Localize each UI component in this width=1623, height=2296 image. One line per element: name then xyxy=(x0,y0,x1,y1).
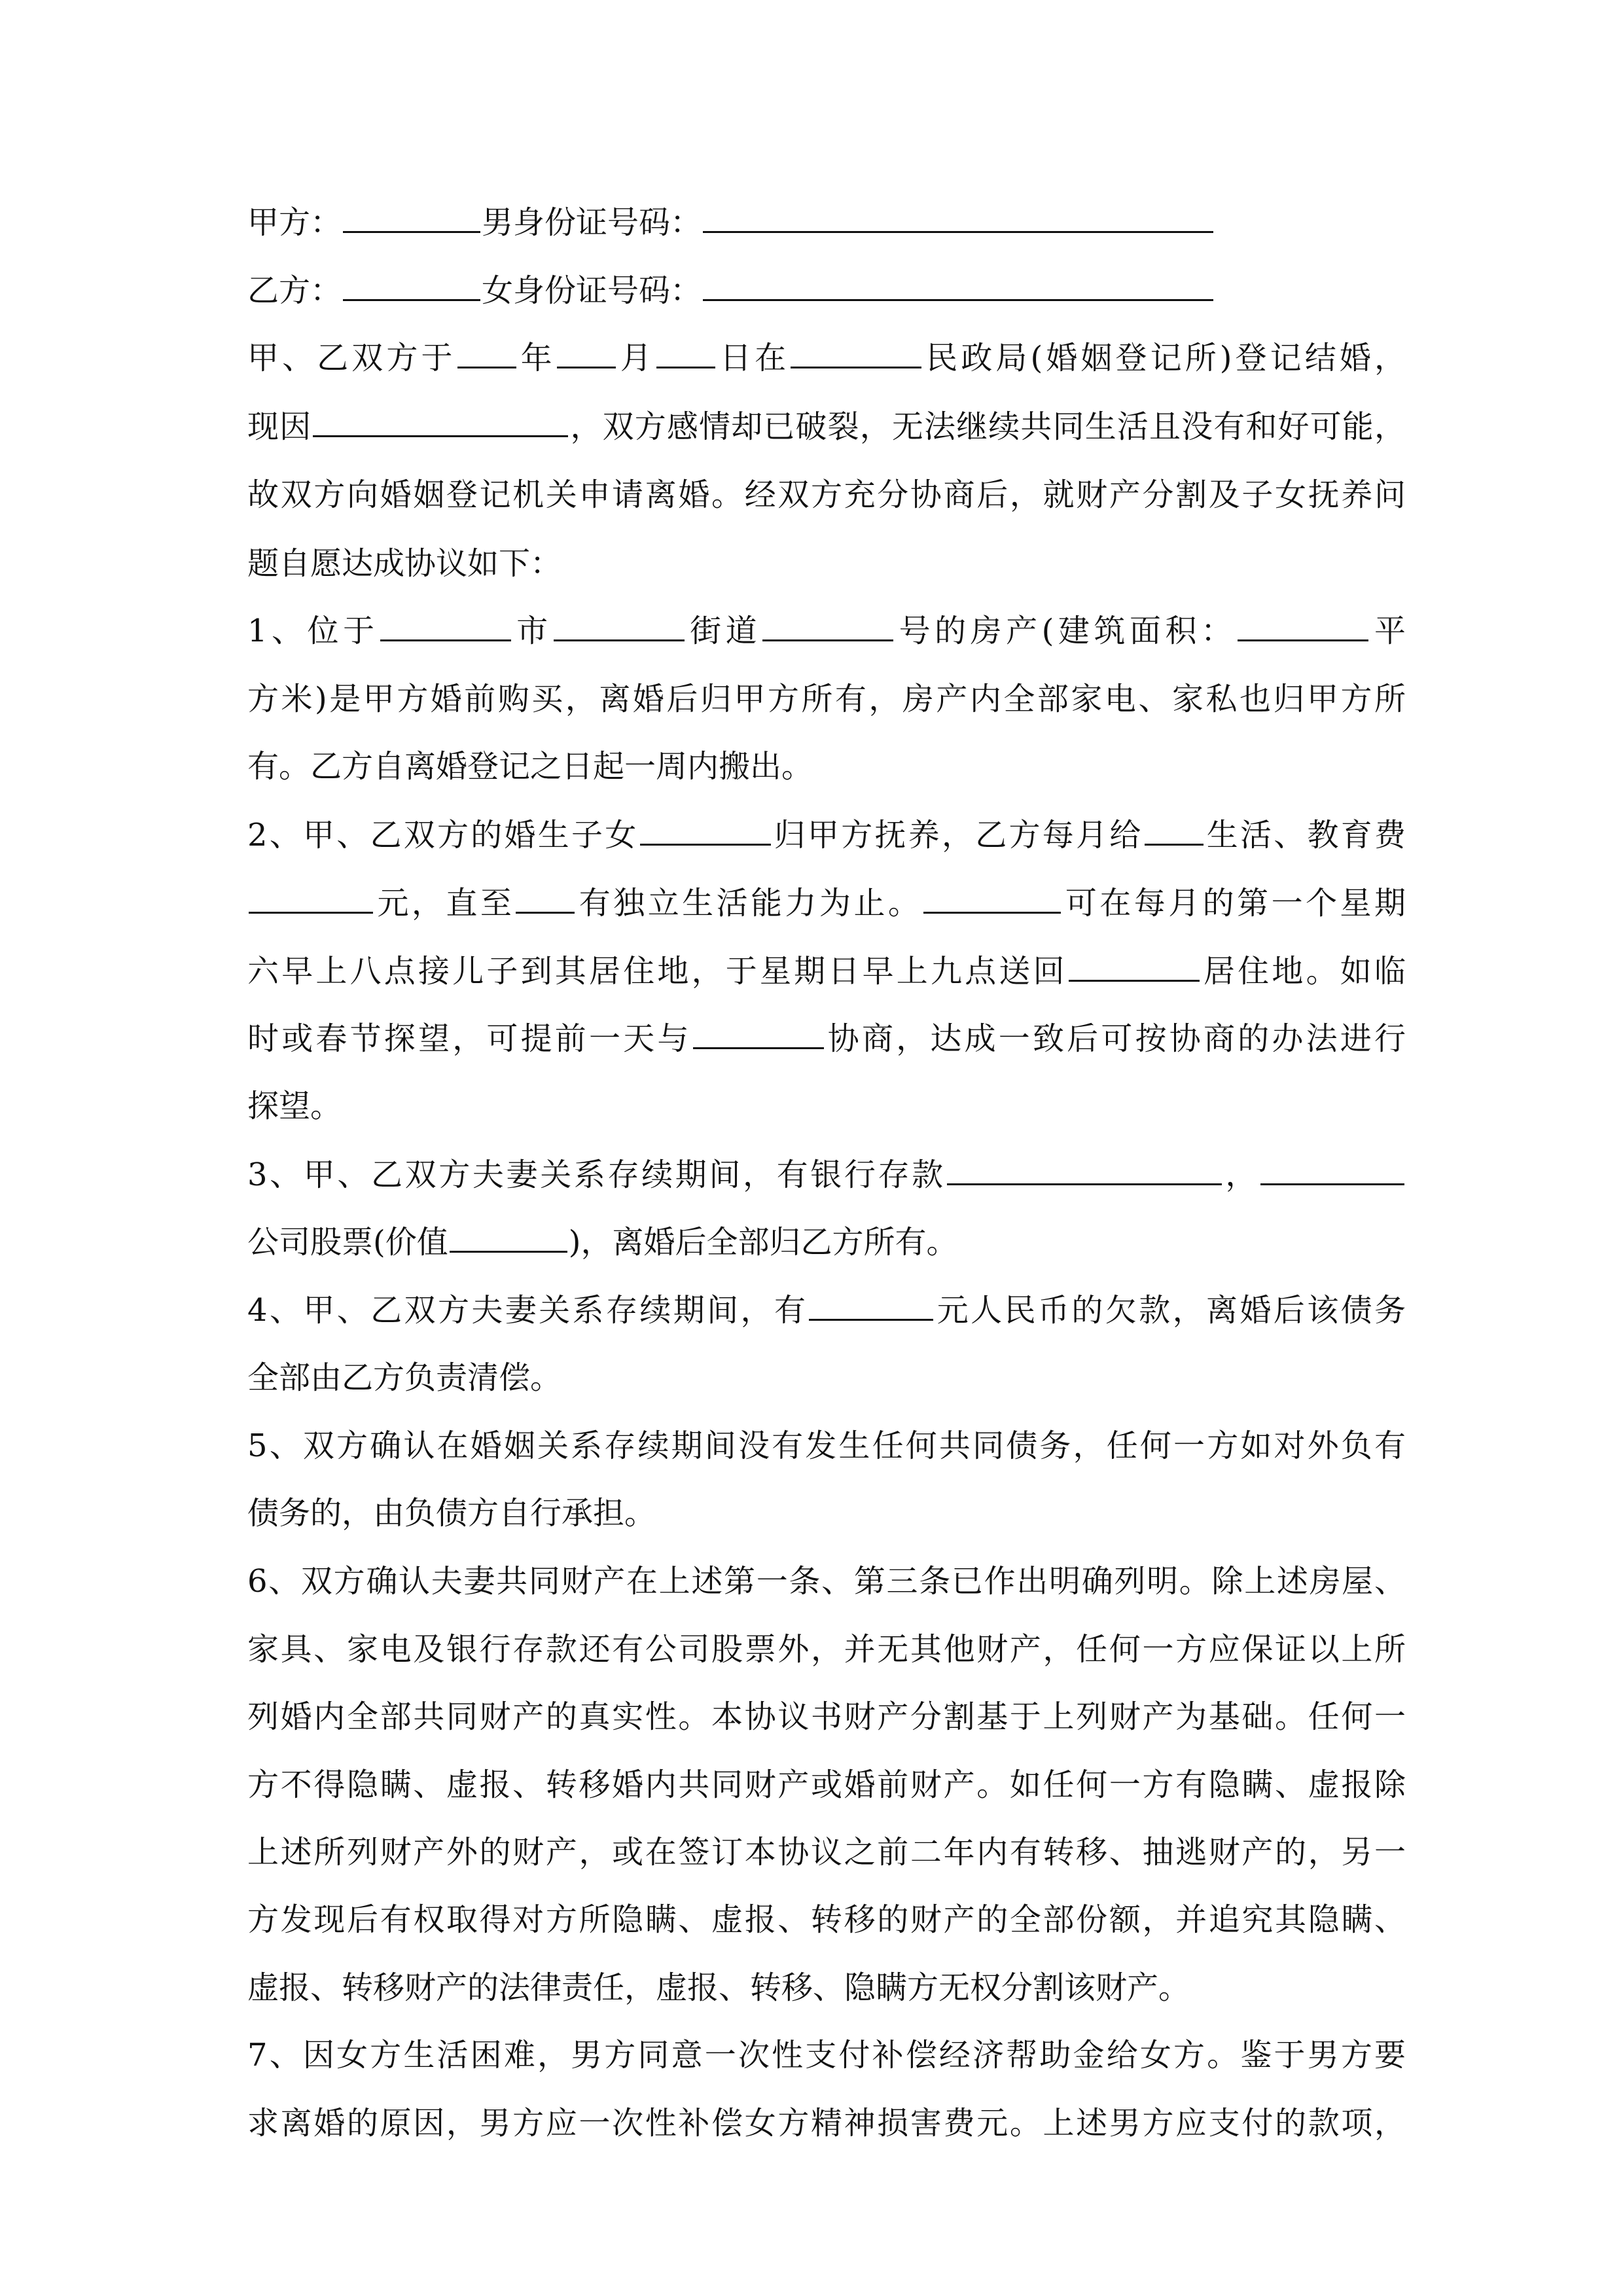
text-line xyxy=(247,394,1406,459)
line-text: 7、因女方生活困难，男方同意一次性支付补偿经济帮助金给女方。鉴于男方要 xyxy=(247,2037,1406,2073)
fill-in-blank[interactable] xyxy=(656,327,715,368)
fill-in-blank[interactable] xyxy=(703,192,1213,233)
line-text: 求离婚的原因，男方应一次性补偿女方精神损害费元。上述男方应支付的款项， xyxy=(247,2105,1406,2142)
line-text: 公司股票(价值 xyxy=(247,1224,448,1261)
fill-in-blank[interactable] xyxy=(516,872,575,914)
text-line xyxy=(247,1887,1406,1952)
fill-in-blank[interactable] xyxy=(249,872,373,914)
line-text: 日在 xyxy=(716,340,790,376)
line-text: 年 xyxy=(517,340,556,376)
line-text: 居住地。如临 xyxy=(1200,953,1406,990)
fill-in-blank[interactable] xyxy=(450,1211,567,1253)
fill-in-blank[interactable] xyxy=(703,260,1213,301)
line-text: 5、双方确认在婚姻关系存续期间没有发生任何共同债务，任何一方如对外负有 xyxy=(247,1427,1406,1464)
fill-in-blank[interactable] xyxy=(1260,1144,1404,1185)
line-text: 六早上八点接儿子到其居住地，于星期日早上九点送回 xyxy=(247,953,1067,990)
line-text: 归甲方抚养，乙方每月给 xyxy=(772,817,1143,853)
line-text: 4、甲、乙双方夫妻关系存续期间，有 xyxy=(247,1292,808,1329)
line-text: 元人民币的欠款，离婚后该债务 xyxy=(935,1292,1406,1329)
line-text: 甲、乙双方于 xyxy=(247,340,456,376)
text-line xyxy=(247,1684,1406,1749)
line-text: 可在每月的第一个星期 xyxy=(1062,885,1406,922)
line-text: 女身份证号码： xyxy=(482,272,702,309)
line-text: 市 xyxy=(512,613,552,649)
line-text: 债务的，由负债方自行承担。 xyxy=(247,1495,656,1532)
text-line xyxy=(247,325,1406,391)
text-line xyxy=(247,190,1406,255)
line-text: 有独立生活能力为止。 xyxy=(576,885,923,922)
line-text: 协商，达成一致后可按协商的办法进行 xyxy=(825,1020,1406,1057)
line-text: 方米)是甲方婚前购买，离婚后归甲方所有，房产内全部家电、家私也归甲方所 xyxy=(247,681,1406,717)
text-line xyxy=(247,1073,1406,1139)
line-text: )，离婚后全部归乙方所有。 xyxy=(568,1224,958,1261)
text-line xyxy=(247,1752,1406,1818)
line-text: 有。乙方自离婚登记之日起一周内搬出。 xyxy=(247,748,813,785)
fill-in-blank[interactable] xyxy=(640,804,771,846)
text-line xyxy=(247,1955,1406,2020)
line-text: 月 xyxy=(616,340,655,376)
text-line xyxy=(247,802,1406,868)
fill-in-blank[interactable] xyxy=(809,1280,933,1321)
line-text: 全部由乙方负责清偿。 xyxy=(247,1359,562,1396)
line-text: 方不得隐瞒、虚报、转移婚内共同财产或婚前财产。如任何一方有隐瞒、虚报除 xyxy=(247,1767,1406,1803)
text-line xyxy=(247,1617,1406,1682)
line-text: ， xyxy=(1222,1157,1259,1193)
text-line xyxy=(247,939,1406,1004)
line-text: 3、甲、乙双方夫妻关系存续期间，有银行存款 xyxy=(247,1157,946,1193)
line-text: 民政局(婚姻登记所)登记结婚， xyxy=(923,340,1406,376)
fill-in-blank[interactable] xyxy=(693,1008,824,1049)
text-line xyxy=(247,1142,1406,1208)
text-line xyxy=(247,1345,1406,1410)
text-line xyxy=(247,462,1406,528)
text-line xyxy=(247,666,1406,732)
line-text: 上述所列财产外的财产，或在签订本协议之前二年内有转移、抽逃财产的，另一 xyxy=(247,1834,1406,1871)
line-text: 号的房产(建筑面积： xyxy=(895,613,1237,649)
line-text: 故双方向婚姻登记机关申请离婚。经双方充分协商后，就财产分割及子女抚养问 xyxy=(247,476,1406,513)
line-text: ，双方感情却已破裂，无法继续共同生活且没有和好可能， xyxy=(569,408,1406,445)
fill-in-blank[interactable] xyxy=(343,192,480,233)
line-text: 乙方： xyxy=(247,272,342,309)
fill-in-blank[interactable] xyxy=(554,600,685,641)
text-line xyxy=(247,1549,1406,1614)
line-text: 列婚内全部共同财产的真实性。本协议书财产分割基于上列财产为基础。任何一 xyxy=(247,1698,1406,1735)
text-line xyxy=(247,2090,1406,2156)
fill-in-blank[interactable] xyxy=(343,260,480,301)
line-text: 1、位于 xyxy=(247,613,379,649)
line-text: 男身份证号码： xyxy=(482,204,702,241)
line-text: 生活、教育费 xyxy=(1204,817,1406,853)
text-line xyxy=(247,2022,1406,2088)
fill-in-blank[interactable] xyxy=(947,1144,1222,1185)
fill-in-blank[interactable] xyxy=(557,327,616,368)
text-line xyxy=(247,734,1406,799)
line-text: 家具、家电及银行存款还有公司股票外，并无其他财产，任何一方应保证以上所 xyxy=(247,1631,1406,1668)
line-text: 探望。 xyxy=(247,1088,342,1124)
line-text: 虚报、转移财产的法律责任，虚报、转移、隐瞒方无权分割该财产。 xyxy=(247,1969,1190,2006)
text-line xyxy=(247,1480,1406,1546)
line-text: 时或春节探望，可提前一天与 xyxy=(247,1020,692,1057)
fill-in-blank[interactable] xyxy=(1238,600,1368,641)
text-line xyxy=(247,1820,1406,1885)
text-line xyxy=(247,1278,1406,1343)
line-text: 元，直至 xyxy=(374,885,515,922)
line-text: 6、双方确认夫妻共同财产在上述第一条、第三条已作出明确列明。除上述房屋、 xyxy=(247,1563,1406,1600)
text-line xyxy=(247,1006,1406,1071)
line-text: 街道 xyxy=(685,613,762,649)
text-line xyxy=(247,870,1406,936)
fill-in-blank[interactable] xyxy=(1145,804,1204,846)
text-line xyxy=(247,598,1406,664)
line-text: 平 xyxy=(1370,613,1406,649)
line-text: 方发现后有权取得对方所隐瞒、虚报、转移的财产的全部份额，并追究其隐瞒、 xyxy=(247,1901,1406,1938)
fill-in-blank[interactable] xyxy=(313,396,568,437)
text-line xyxy=(247,1413,1406,1479)
text-line xyxy=(247,531,1406,596)
text-line xyxy=(247,1210,1406,1275)
fill-in-blank[interactable] xyxy=(457,327,516,368)
line-text: 题自愿达成协议如下： xyxy=(247,545,562,582)
fill-in-blank[interactable] xyxy=(791,327,921,368)
line-text: 甲方： xyxy=(247,204,342,241)
fill-in-blank[interactable] xyxy=(762,600,893,641)
line-text: 2、甲、乙双方的婚生子女 xyxy=(247,817,639,853)
fill-in-blank[interactable] xyxy=(1069,941,1200,982)
fill-in-blank[interactable] xyxy=(923,872,1061,914)
fill-in-blank[interactable] xyxy=(380,600,511,641)
line-text: 现因 xyxy=(247,408,312,445)
text-line xyxy=(247,258,1406,323)
